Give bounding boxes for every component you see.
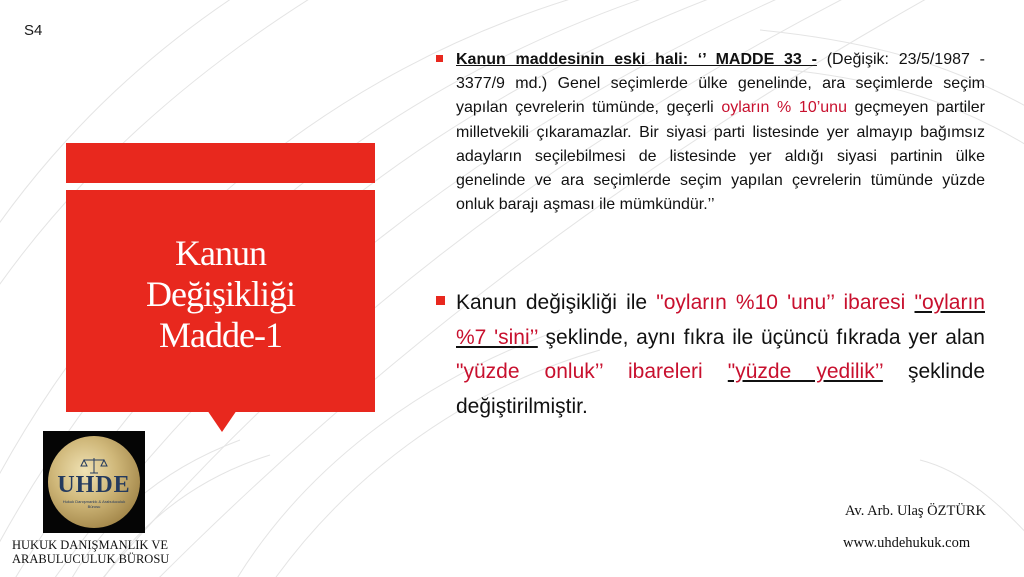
title-accent-bar [66, 143, 375, 183]
amendment-new-phrase-1: "oyların %7 'sini’’ [456, 291, 985, 349]
amendment-new-phrase-2: "yüzde yedilik’’ [727, 360, 883, 383]
logo-name: UHDE [57, 471, 131, 498]
amendment-text-1: Kanun değişikliği ile [456, 291, 657, 314]
title-line-1: Kanun [175, 233, 266, 273]
slide-number: S4 [24, 22, 43, 39]
old-law-text-a: (Değişik: 23/5/1987 - 3377/9 md.) Genel seçimlerde ülke genelinde, ara seçimlerde seçim yapılan çevrelerin tümünde, geçerli [456, 51, 986, 117]
title-line-3: Madde-1 [159, 315, 282, 355]
amendment-text-2: şeklinde, aynı fıkra ile üçüncü fıkrada yer alan [537, 325, 985, 349]
website-url: www.uhdehukuk.com [843, 535, 971, 551]
bureau-name-line-2: ARABULUCULUK BÜROSU [12, 552, 170, 566]
old-law-text-block [436, 48, 985, 217]
old-law-heading: Kanun maddesinin eski hali: ‘’ MADDE 33 - [456, 51, 817, 68]
title-box-pointer [207, 410, 237, 432]
amendment-bullet-item [436, 286, 985, 424]
bureau-name-line-1: HUKUK DANIŞMANLIK VE [12, 538, 169, 552]
logo-subtitle: Hukuk Danışmanlık & Arabuluculuk Bürosu [62, 498, 126, 509]
slide-title [66, 233, 375, 356]
bureau-name [12, 538, 169, 566]
old-law-highlight: oyların % 10’unu [721, 99, 847, 117]
logo-seal [48, 436, 140, 528]
author-name: Av. Arb. Ulaş ÖZTÜRK [845, 503, 986, 519]
old-law-text-b: geçmeyen partiler milletvekili çıkaramazlar. Bir siyasi parti listesinde yer almayıp bağımsız adayların seçilebilmesi de listesinde yer aldığı siyasi partinin ülke genelinde ve ara seçimlerde seçim yapılan çevrelerin tümünde yüzde onluk barajı aşması ile mümkündür.’’ [456, 99, 986, 214]
square-bullet-icon [436, 296, 445, 305]
uhde-logo [43, 431, 145, 533]
title-line-2: Değişikliği [146, 274, 295, 314]
old-law-bullet-item [436, 48, 985, 217]
amendment-old-phrase-1: "oyların %10 'unu’’ ibaresi [656, 291, 915, 314]
square-bullet-icon [436, 55, 443, 62]
amendment-text-block [436, 286, 985, 424]
amendment-text-3: şeklinde değiştirilmiştir. [456, 360, 985, 418]
amendment-old-phrase-2: "yüzde onluk’’ ibareleri [456, 360, 728, 383]
